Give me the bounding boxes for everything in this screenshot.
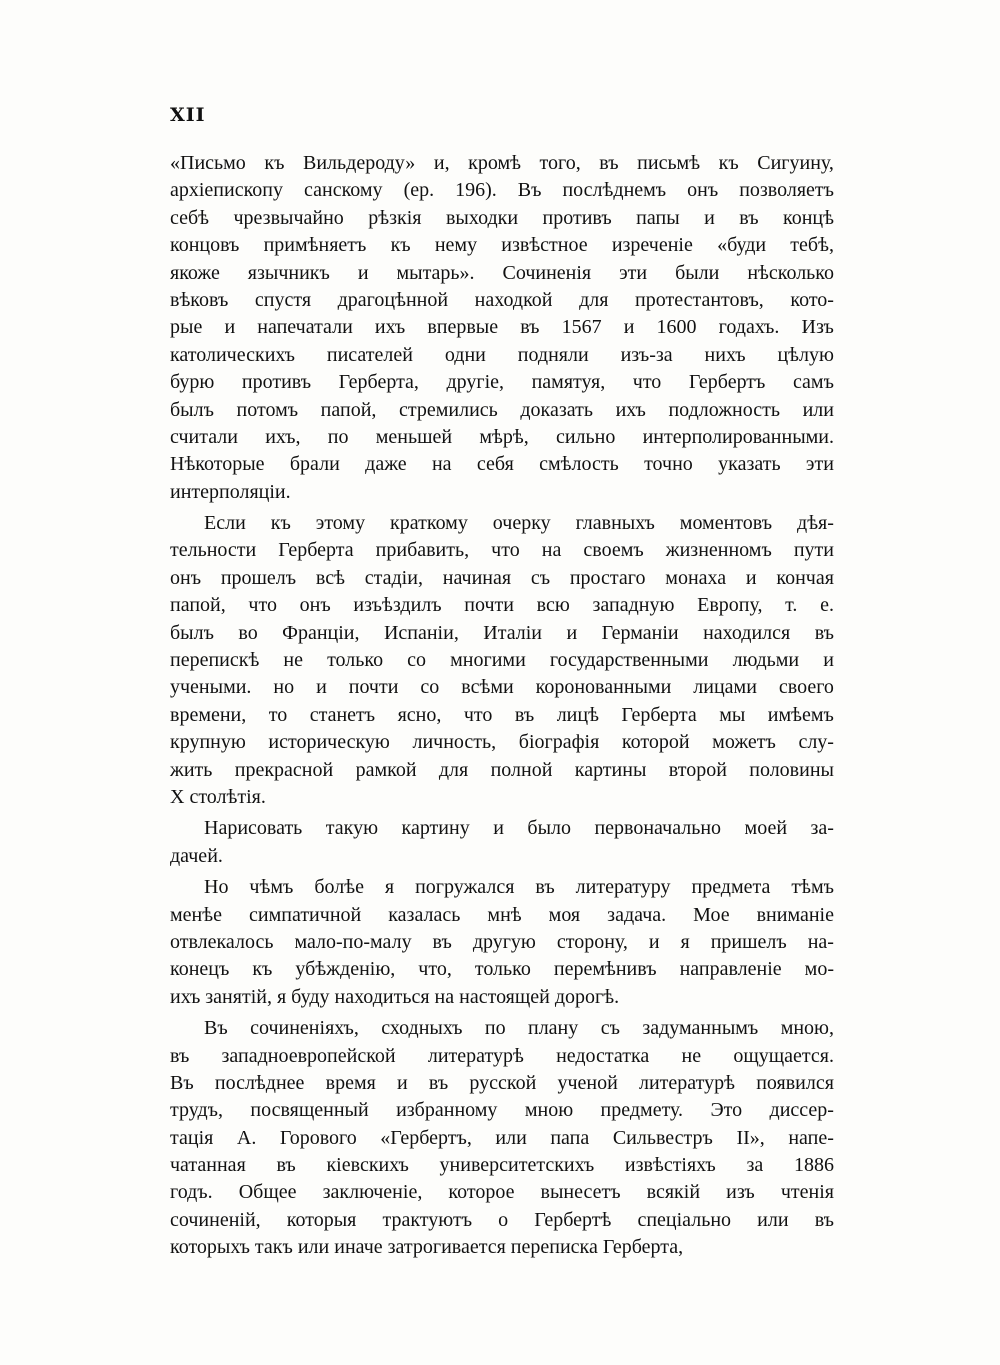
text-line: дачей. (170, 844, 223, 867)
text-line: жить прекрасной рамкой для полной картины второй половины (170, 758, 834, 781)
paragraph (170, 510, 834, 811)
text-line: Въ сочиненіяхъ, сходныхъ по плану съ задуманнымъ мною, (204, 1017, 834, 1040)
text-line: себѣ чрезвычайно рѣзкія выходки противъ папы и въ концѣ (170, 206, 834, 229)
text-line: архіепископу санскому (ер. 196). Въ послѣднемъ онъ позволяетъ (170, 179, 834, 202)
page-number: XII (170, 104, 206, 126)
text-line: ихъ занятій, я буду находиться на настоящей дорогѣ. (170, 985, 620, 1008)
text-line: отвлекалось мало-по-малу въ другую сторону, и я пришелъ на- (170, 930, 834, 953)
text-line: конецъ къ убѣжденію, что, только перемѣнивъ направленіе мо- (170, 958, 834, 981)
text-line: былъ во Франціи, Испаніи, Италіи и Германіи находился въ (170, 621, 834, 644)
text-line: сочиненій, которыя трактуютъ о Гербертѣ спеціально или въ (170, 1208, 834, 1231)
paragraph (170, 150, 834, 506)
text-line: вѣковъ спустя драгоцѣнной находкой для протестантовъ, кото- (170, 288, 834, 311)
text-line: времени, то станетъ ясно, что въ лицѣ Герберта мы имѣемъ (170, 703, 834, 726)
paragraph (170, 874, 834, 1011)
text-line: интерполяціи. (170, 480, 291, 503)
text-line: X столѣтія. (170, 785, 266, 808)
paragraph (170, 1015, 834, 1262)
text-line: онъ прошелъ всѣ стадіи, начиная съ простаго монаха и кончая (170, 566, 834, 589)
text-line: якоже язычникъ и мытарь». Сочиненія эти были нѣсколько (170, 261, 834, 284)
text-line: католическихъ писателей одни подняли изъ-за нихъ цѣлую (170, 343, 834, 366)
text-line: бурю противъ Герберта, другіе, памятуя, что Гербертъ самъ (170, 371, 834, 394)
text-line: тація А. Горового «Гербертъ, или папа Сильвестръ II», напе- (170, 1126, 834, 1149)
text-line: крупную историческую личность, біографія которой можетъ слу- (170, 731, 834, 754)
text-line: менѣе симпатичной казалась мнѣ моя задача. Мое вниманіе (170, 903, 834, 926)
text-line: перепискѣ не только со многими государственными людьми и (170, 649, 834, 672)
body-text (170, 150, 834, 1262)
text-line: Нѣкоторые брали даже на себя смѣлость точно указать эти (170, 453, 834, 476)
text-line: трудъ, посвященный избранному мною предмету. Это диссер- (170, 1099, 834, 1122)
text-line: Въ послѣднее время и въ русской ученой литературѣ появился (170, 1071, 834, 1094)
text-line: Но чѣмъ болѣе я погружался въ литературу предмета тѣмъ (204, 876, 834, 899)
text-line: Если къ этому краткому очерку главныхъ моментовъ дѣя- (204, 512, 834, 535)
paragraph (170, 815, 834, 870)
text-line: въ западноевропейской литературѣ недостатка не ощущается. (170, 1044, 834, 1067)
text-line: чатанная въ кіевскихъ университетскихъ извѣстіяхъ за 1886 (170, 1154, 834, 1177)
text-line: учеными. но и почти со всѣми коронованными лицами своего (170, 676, 834, 699)
text-line: Нарисовать такую картину и было первоначально моей за- (204, 817, 834, 840)
text-line: рые и напечатали ихъ впервые въ 1567 и 1600 годахъ. Изъ (170, 316, 834, 339)
text-line: былъ потомъ папой, стремились доказать ихъ подложность или (170, 398, 834, 421)
text-line: годъ. Общее заключеніе, которое вынесетъ всякій изъ чтенія (170, 1181, 834, 1204)
text-line: которыхъ такъ или иначе затрогивается переписка Герберта, (170, 1236, 684, 1259)
text-line: концовъ примѣняетъ къ нему извѣстное изреченіе «буди тебѣ, (170, 234, 834, 257)
text-line: «Письмо къ Вильдероду» и, кромѣ того, въ письмѣ къ Сигуину, (170, 152, 834, 174)
text-line: тельности Герберта прибавить, что на своемъ жизненномъ пути (170, 539, 834, 562)
text-line: считали ихъ, по меньшей мѣрѣ, сильно интерполированными. (170, 425, 834, 448)
text-line: папой, что онъ изъѣздилъ почти всю западную Европу, т. е. (170, 594, 834, 617)
